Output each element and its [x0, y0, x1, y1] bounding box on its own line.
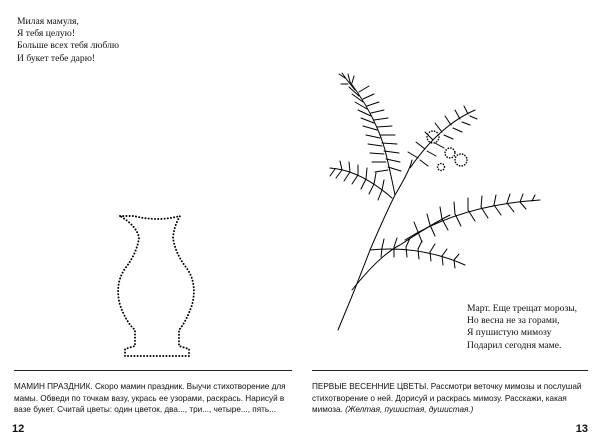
flower-dotted: [427, 131, 439, 143]
right-poem-line: Март. Еще трещат морозы,: [467, 303, 578, 314]
frond-right-lower: [405, 200, 540, 240]
vase-outline: [118, 216, 194, 356]
frond-right-upper: [410, 110, 475, 168]
frond-left: [330, 168, 392, 198]
flower-dotted: [445, 148, 455, 158]
left-poem-line: Милая мамуля,: [17, 16, 79, 27]
flower-dotted: [455, 154, 467, 166]
left-poem-line: Я тебя целую!: [17, 28, 76, 40]
right-page: [300, 0, 600, 444]
right-task-answer: (Желтая, пушистая, душистая.): [345, 405, 474, 415]
flower-dotted: [438, 164, 445, 171]
left-poem-line: И букет тебе дарю!: [17, 52, 96, 64]
left-poem-line: Больше всех тебя люблю: [17, 40, 120, 52]
left-task-text: [14, 370, 292, 416]
left-task-body: Скоро мамин праздник. Выучи стихотворение для мамы. Обведи по точкам вазу, укрась ее узорами, раскрась. Нарисуй в вазе букет. Считай цветы: один цветок, два..., три..., четыре..., пять...: [14, 382, 286, 415]
right-task-title: ПЕРВЫЕ ВЕСЕННИЕ ЦВЕТЫ.: [312, 382, 429, 391]
mimosa-stem-second: [352, 215, 450, 290]
page-number-right: 13: [575, 423, 588, 435]
right-poem-line: Но весна не за горами,: [467, 315, 560, 327]
right-poem-line: Подарил сегодня маме.: [467, 339, 562, 351]
right-poem-line: Я пушистую мимозу: [467, 327, 552, 339]
right-task-body: Рассмотри веточку мимозы и послушай стихотворение о ней. Дорисуй и раскрась мимозу. Расскажи, какая мимоза.: [312, 382, 582, 415]
left-task-title: МАМИН ПРАЗДНИК.: [14, 382, 93, 391]
frond-bottom: [370, 249, 465, 265]
right-poem: [467, 303, 577, 352]
right-task-text: [312, 370, 588, 416]
frond-top: [350, 82, 395, 195]
page-number-left: 12: [12, 423, 25, 435]
